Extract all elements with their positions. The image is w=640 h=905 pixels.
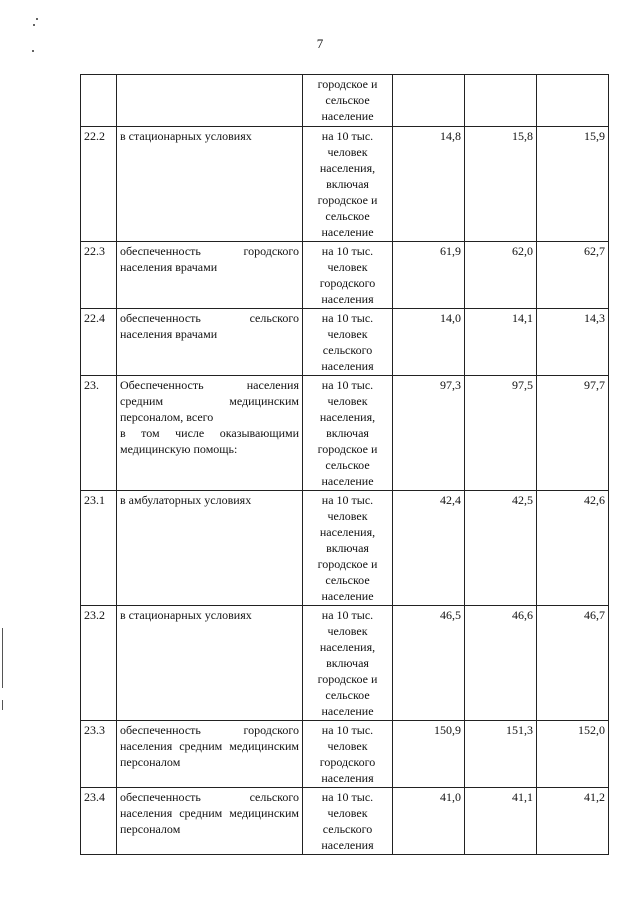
value-year-3: 97,7 (537, 376, 609, 491)
value-year-2: 15,8 (465, 127, 537, 242)
value-year-3: 41,2 (537, 788, 609, 855)
unit-of-measure: на 10 тыс. человек населения, включая городское и сельское население (303, 491, 393, 606)
unit-of-measure: на 10 тыс. человек городского населения (303, 721, 393, 788)
value-year-1: 42,4 (393, 491, 465, 606)
value-year-2: 14,1 (465, 309, 537, 376)
scan-edge-mark (2, 700, 3, 710)
value-year-1: 14,0 (393, 309, 465, 376)
value-year-3: 14,3 (537, 309, 609, 376)
table-row (81, 491, 609, 606)
scan-edge-mark (2, 628, 3, 688)
indicator-name (117, 75, 303, 127)
value-year-3: 42,6 (537, 491, 609, 606)
table-row (81, 242, 609, 309)
indicator-name: в амбулаторных условиях (117, 491, 303, 606)
row-number: 23.3 (81, 721, 117, 788)
value-year-2: 46,6 (465, 606, 537, 721)
table-row (81, 376, 609, 491)
table-row (81, 75, 609, 127)
value-year-3: 15,9 (537, 127, 609, 242)
scan-speck (36, 18, 38, 20)
value-year-2: 42,5 (465, 491, 537, 606)
unit-of-measure: на 10 тыс. человек населения, включая городское и сельское население (303, 127, 393, 242)
row-number: 22.4 (81, 309, 117, 376)
value-year-1: 14,8 (393, 127, 465, 242)
value-year-1: 41,0 (393, 788, 465, 855)
page-number: 7 (316, 36, 324, 51)
indicator-name: обеспеченность сельского населения врачами (117, 309, 303, 376)
indicator-name: обеспеченность городского населения средним медицинским персоналом (117, 721, 303, 788)
indicators-table (80, 74, 609, 855)
unit-of-measure: на 10 тыс. человек городского населения (303, 242, 393, 309)
value-year-3 (537, 75, 609, 127)
value-year-1 (393, 75, 465, 127)
row-number: 22.3 (81, 242, 117, 309)
value-year-2: 41,1 (465, 788, 537, 855)
indicator-name: в стационарных условиях (117, 606, 303, 721)
indicator-name: обеспеченность городского населения врачами (117, 242, 303, 309)
row-number: 22.2 (81, 127, 117, 242)
value-year-2 (465, 75, 537, 127)
unit-of-measure: на 10 тыс. человек сельского населения (303, 788, 393, 855)
table-row (81, 788, 609, 855)
unit-of-measure: на 10 тыс. человек населения, включая городское и сельское население (303, 376, 393, 491)
row-number: 23.4 (81, 788, 117, 855)
unit-of-measure: на 10 тыс. человек населения, включая городское и сельское население (303, 606, 393, 721)
value-year-1: 46,5 (393, 606, 465, 721)
row-number: 23.2 (81, 606, 117, 721)
row-number: 23.1 (81, 491, 117, 606)
table-row (81, 721, 609, 788)
table-row (81, 127, 609, 242)
value-year-1: 97,3 (393, 376, 465, 491)
row-number (81, 75, 117, 127)
value-year-1: 61,9 (393, 242, 465, 309)
value-year-3: 62,7 (537, 242, 609, 309)
value-year-1: 150,9 (393, 721, 465, 788)
value-year-3: 46,7 (537, 606, 609, 721)
value-year-2: 151,3 (465, 721, 537, 788)
value-year-3: 152,0 (537, 721, 609, 788)
indicator-name: Обеспеченность населения средним медицинским персоналом, всего в том числе оказывающими медицинскую помощь: (117, 376, 303, 491)
value-year-2: 62,0 (465, 242, 537, 309)
table-row (81, 309, 609, 376)
row-number: 23. (81, 376, 117, 491)
scan-speck (33, 24, 35, 26)
indicator-name: обеспеченность сельского населения средним медицинским персоналом (117, 788, 303, 855)
value-year-2: 97,5 (465, 376, 537, 491)
unit-of-measure: на 10 тыс. человек сельского населения (303, 309, 393, 376)
table-row (81, 606, 609, 721)
indicator-name: в стационарных условиях (117, 127, 303, 242)
unit-of-measure: городское и сельское население (303, 75, 393, 127)
